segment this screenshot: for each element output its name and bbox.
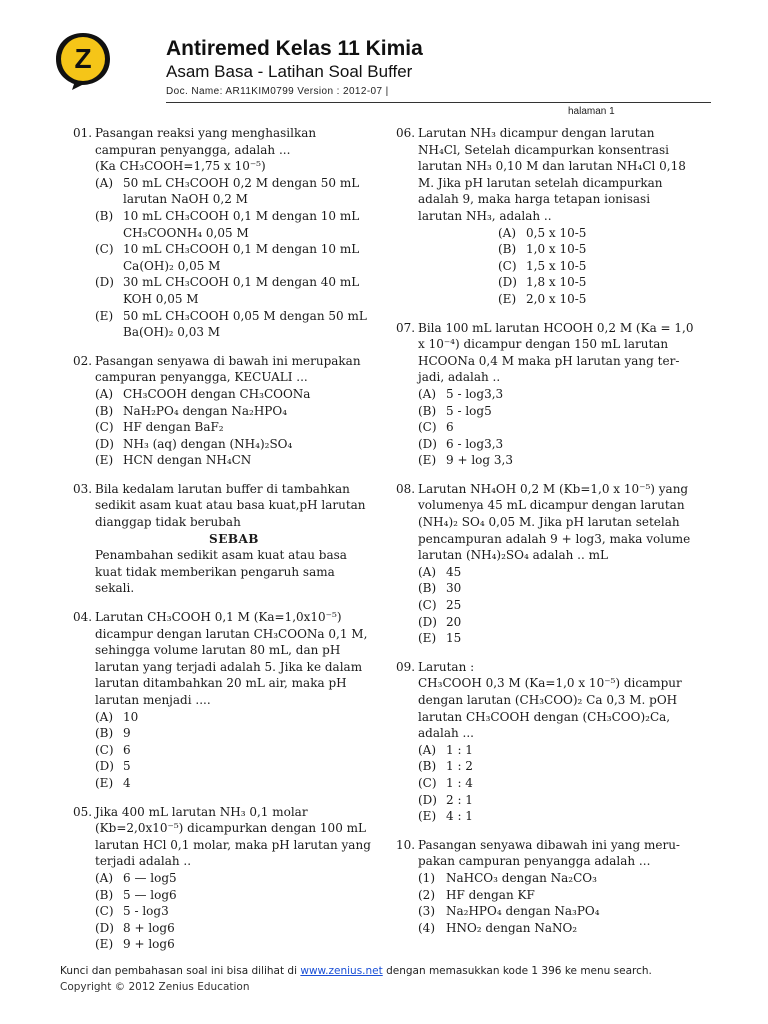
question-01 — [73, 125, 373, 341]
option: (A) 50 mL CH₃COOH 0,2 M dengan 50 mL larutan NaOH 0,2 M — [95, 175, 360, 207]
footer-text-before: Kunci dan pembahasan soal ini bisa dilihat di — [60, 965, 301, 977]
question-number: 06. — [396, 126, 416, 140]
question-number: 02. — [73, 353, 93, 368]
option: (B) 1,0 x 10-5 — [498, 242, 587, 257]
question-text: Larutan NH₃ dicampur dengan larutan NH₄Cl, Setelah dicampurkan konsentrasi larutan NH₃ 0,10 M dan larutan NH₄Cl 0,18 M. Jika pH larutan setelah dicampurkan adalah 9, maka harga tetapan ionisasi larutan NH₃, adalah .. — [418, 126, 686, 223]
option: (D) 5 — [95, 759, 131, 774]
question-number: 07. — [396, 320, 416, 335]
option: (D) 2 : 1 — [418, 792, 473, 807]
question-number: 05. — [73, 804, 93, 819]
option: (D) 30 mL CH₃COOH 0,1 M dengan 40 mL KOH 0,05 M — [95, 275, 360, 306]
option: (2) HF dengan KF — [418, 887, 535, 902]
zenius-link[interactable]: www.zenius.net — [300, 965, 383, 977]
option: (C) 10 mL CH₃COOH 0,1 M dengan 10 mL Ca(OH)₂ 0,05 M — [95, 242, 360, 273]
sebab-label: SEBAB — [209, 531, 259, 546]
option: (E) 9 + log6 — [95, 937, 175, 952]
option: (4) HNO₂ dengan NaNO₂ — [418, 920, 578, 935]
option: (E) 15 — [418, 631, 462, 646]
option: (C) 25 — [418, 598, 462, 613]
copyright: Copyright © 2012 Zenius Education — [60, 981, 250, 993]
question-reason: Penambahan sedikit asam kuat atau basa kuat tidak memberikan pengaruh sama sekali. — [95, 548, 347, 596]
footer-text-after: dengan memasukkan kode 1 396 ke menu search. — [382, 965, 652, 977]
option: (C) 6 — [95, 742, 131, 757]
option: (B) 9 — [95, 726, 131, 741]
option: (A) 6 — log5 — [95, 870, 177, 885]
question-text: Jika 400 mL larutan NH₃ 0,1 molar (Kb=2,0x10⁻⁵) dicampurkan dengan 100 mL larutan HCl 0,1 molar, maka pH larutan yang terjadi adalah .. — [95, 804, 371, 869]
question-text: Pasangan reaksi yang menghasilkan campuran penyangga, adalah ... — [95, 126, 317, 157]
question-07 — [396, 320, 696, 469]
option: (C) 1,5 x 10-5 — [498, 258, 587, 273]
question-text: Larutan : — [418, 659, 475, 674]
option: (D) NH₃ (aq) dengan (NH₄)₂SO₄ — [95, 436, 293, 451]
option: (B) 5 - log5 — [418, 403, 492, 418]
option: (E) 9 + log 3,3 — [418, 453, 513, 468]
option: (C) 5 - log3 — [95, 904, 169, 919]
question-number: 10. — [396, 837, 416, 852]
right-column — [396, 125, 696, 948]
option: (B) 30 — [418, 581, 462, 596]
question-text: Bila kedalam larutan buffer di tambahkan sedikit asam kuat atau basa kuat,pH larutan dianggap tidak berubah — [95, 481, 366, 530]
question-05 — [73, 804, 373, 953]
question-number: 04. — [73, 610, 93, 625]
option: (A) 1 : 1 — [418, 742, 473, 757]
left-column — [73, 125, 373, 965]
option: (B) 10 mL CH₃COOH 0,1 M dengan 10 mL CH₃COONH₄ 0,05 M — [95, 208, 360, 240]
option: (D) 1,8 x 10-5 — [498, 275, 587, 290]
option: (A) 10 — [95, 709, 139, 724]
logo-letter: Z — [74, 43, 92, 74]
question-number: 01. — [73, 126, 93, 140]
doc-title: Antiremed Kelas 11 Kimia — [166, 37, 423, 60]
option: (D) 20 — [418, 614, 462, 629]
option: (A) 0,5 x 10-5 — [498, 225, 587, 240]
question-text: Larutan CH₃COOH 0,1 M (Ka=1,0x10⁻⁵) dicampur dengan larutan CH₃COONa 0,1 M, sehingga volume larutan 80 mL, dan pH larutan yang terjadi adalah 5. Jika ke dalam larutan ditambahkan 20 mL air, maka pH larutan menjadi .... — [95, 610, 368, 707]
question-text: Pasangan senyawa dibawah ini yang meru-pakan campuran penyangga adalah ... — [418, 837, 680, 869]
question-03 — [73, 481, 373, 597]
zenius-logo — [52, 30, 114, 92]
option: (C) 1 : 4 — [418, 775, 473, 790]
question-number: 08. — [396, 481, 416, 496]
question-text: Pasangan senyawa di bawah ini merupakan campuran penyangga, KECUALI ... — [95, 353, 361, 385]
option: (D) 8 + log6 — [95, 920, 175, 935]
option: (B) NaH₂PO₄ dengan Na₂HPO₄ — [95, 403, 288, 418]
header-divider — [166, 102, 711, 103]
page-number: halaman 1 — [568, 106, 615, 117]
question-number: 09. — [396, 659, 416, 674]
option: (E) 50 mL CH₃COOH 0,05 M dengan 50 mL Ba(OH)₂ 0,03 M — [95, 308, 367, 340]
option: (A) 5 - log3,3 — [418, 386, 504, 401]
question-number: 03. — [73, 481, 93, 496]
question-text: Bila 100 mL larutan HCOOH 0,2 M (Ka = 1,0 x 10⁻⁴) dicampur dengan 150 mL larutan HCOONa 0,4 M maka pH larutan yang ter-jadi, adalah .. — [418, 320, 694, 385]
option: (1) NaHCO₃ dengan Na₂CO₃ — [418, 870, 597, 885]
option: (E) 4 — [95, 775, 131, 790]
question-09 — [396, 659, 696, 825]
doc-name-version: Doc. Name: AR11KIM0799 Version : 2012-07 | — [166, 86, 389, 97]
doc-subtitle: Asam Basa - Latihan Soal Buffer — [166, 62, 413, 81]
option: (C) HF dengan BaF₂ — [95, 420, 224, 435]
question-text: Larutan NH₄OH 0,2 M (Kb=1,0 x 10⁻⁵) yang volumenya 45 mL dicampur dengan larutan (NH₄)₂ SO₄ 0,05 M. Jika pH larutan setelah pencampuran adalah 9 + log3, maka volume larutan (NH₄)₂SO₄ adalah .. mL — [418, 481, 691, 563]
question-10 — [396, 837, 696, 937]
option: (A) CH₃COOH dengan CH₃COONa — [95, 386, 311, 401]
option: (E) 2,0 x 10-5 — [498, 291, 587, 306]
option: (A) 45 — [418, 564, 462, 579]
question-06 — [396, 125, 696, 308]
question-04 — [73, 609, 373, 792]
question-note: (Ka CH₃COOH=1,75 x 10⁻⁵) — [95, 159, 266, 174]
option: (3) Na₂HPO₄ dengan Na₃PO₄ — [418, 904, 600, 919]
option: (E) HCN dengan NH₄CN — [95, 453, 252, 468]
question-08 — [396, 481, 696, 647]
question-02 — [73, 353, 373, 469]
footer-note — [60, 965, 652, 977]
option: (C) 6 — [418, 420, 454, 435]
question-text-continued: CH₃COOH 0,3 M (Ka=1,0 x 10⁻⁵) dicampur dengan larutan (CH₃COO)₂ Ca 0,3 M. pOH larutan CH₃COOH dengan (CH₃COO)₂Ca, adalah ... — [418, 676, 682, 741]
option: (B) 5 — log6 — [95, 887, 177, 902]
option: (E) 4 : 1 — [418, 809, 473, 824]
option: (B) 1 : 2 — [418, 759, 473, 774]
option: (D) 6 - log3,3 — [418, 436, 504, 451]
